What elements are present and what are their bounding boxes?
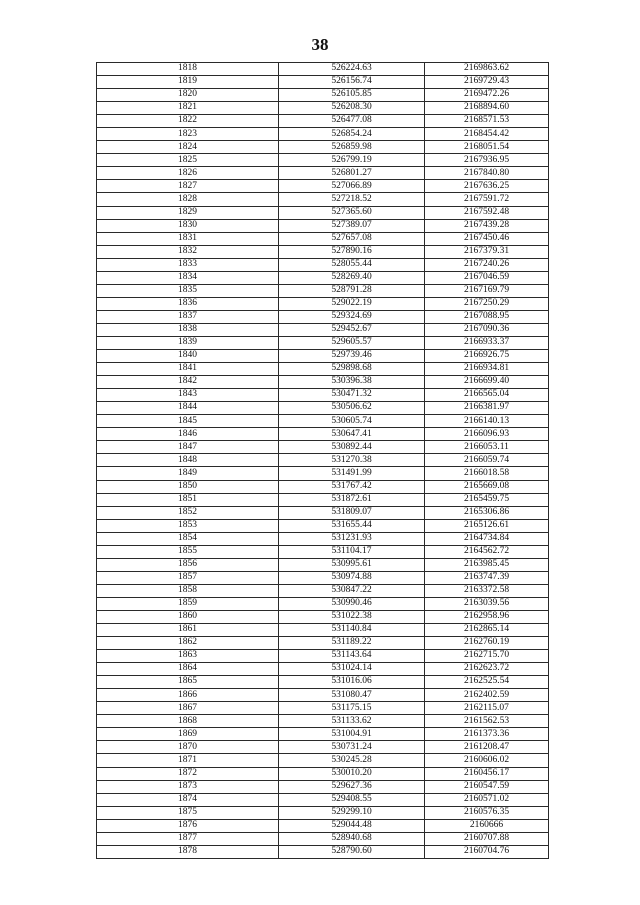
x-coordinate-cell: 529627.36 bbox=[279, 780, 425, 793]
point-number-cell: 1863 bbox=[97, 650, 279, 663]
x-coordinate-cell: 531133.62 bbox=[279, 715, 425, 728]
x-coordinate-cell: 529452.67 bbox=[279, 323, 425, 336]
point-number-cell: 1849 bbox=[97, 467, 279, 480]
x-coordinate-cell: 526801.27 bbox=[279, 167, 425, 180]
x-coordinate-cell: 531491.99 bbox=[279, 467, 425, 480]
point-number-cell: 1825 bbox=[97, 154, 279, 167]
table-row bbox=[97, 767, 549, 780]
table-row bbox=[97, 154, 549, 167]
y-coordinate-cell: 2167592.48 bbox=[425, 206, 549, 219]
table-row bbox=[97, 389, 549, 402]
table-row bbox=[97, 102, 549, 115]
point-number-cell: 1868 bbox=[97, 715, 279, 728]
table-row bbox=[97, 415, 549, 428]
x-coordinate-cell: 531004.91 bbox=[279, 728, 425, 741]
x-coordinate-cell: 530396.38 bbox=[279, 376, 425, 389]
table-row bbox=[97, 167, 549, 180]
x-coordinate-cell: 531016.06 bbox=[279, 676, 425, 689]
table-row bbox=[97, 571, 549, 584]
y-coordinate-cell: 2162958.96 bbox=[425, 610, 549, 623]
y-coordinate-cell: 2166565.04 bbox=[425, 389, 549, 402]
x-coordinate-cell: 528790.60 bbox=[279, 845, 425, 858]
table-row bbox=[97, 610, 549, 623]
y-coordinate-cell: 2163985.45 bbox=[425, 558, 549, 571]
x-coordinate-cell: 526156.74 bbox=[279, 76, 425, 89]
point-number-cell: 1872 bbox=[97, 767, 279, 780]
y-coordinate-cell: 2166059.74 bbox=[425, 454, 549, 467]
y-coordinate-cell: 2167840.80 bbox=[425, 167, 549, 180]
y-coordinate-cell: 2162760.19 bbox=[425, 637, 549, 650]
x-coordinate-cell: 527389.07 bbox=[279, 219, 425, 232]
x-coordinate-cell: 530731.24 bbox=[279, 741, 425, 754]
point-number-cell: 1850 bbox=[97, 480, 279, 493]
y-coordinate-cell: 2166140.13 bbox=[425, 415, 549, 428]
table-row bbox=[97, 310, 549, 323]
x-coordinate-cell: 531231.93 bbox=[279, 532, 425, 545]
table-row bbox=[97, 584, 549, 597]
y-coordinate-cell: 2167439.28 bbox=[425, 219, 549, 232]
table-row bbox=[97, 493, 549, 506]
y-coordinate-cell: 2168051.54 bbox=[425, 141, 549, 154]
table-row bbox=[97, 637, 549, 650]
table-row bbox=[97, 336, 549, 349]
y-coordinate-cell: 2167169.79 bbox=[425, 284, 549, 297]
x-coordinate-cell: 531767.42 bbox=[279, 480, 425, 493]
x-coordinate-cell: 530892.44 bbox=[279, 441, 425, 454]
table-row bbox=[97, 845, 549, 858]
point-number-cell: 1820 bbox=[97, 89, 279, 102]
y-coordinate-cell: 2168571.53 bbox=[425, 115, 549, 128]
table-row bbox=[97, 297, 549, 310]
y-coordinate-cell: 2160576.35 bbox=[425, 806, 549, 819]
x-coordinate-cell: 526859.98 bbox=[279, 141, 425, 154]
y-coordinate-cell: 2166934.81 bbox=[425, 363, 549, 376]
table-row bbox=[97, 441, 549, 454]
table-row bbox=[97, 467, 549, 480]
y-coordinate-cell: 2161562.53 bbox=[425, 715, 549, 728]
y-coordinate-cell: 2167090.36 bbox=[425, 323, 549, 336]
table-row bbox=[97, 780, 549, 793]
x-coordinate-cell: 527890.16 bbox=[279, 245, 425, 258]
y-coordinate-cell: 2167088.95 bbox=[425, 310, 549, 323]
x-coordinate-cell: 531140.84 bbox=[279, 624, 425, 637]
x-coordinate-cell: 527657.08 bbox=[279, 232, 425, 245]
point-number-cell: 1877 bbox=[97, 832, 279, 845]
y-coordinate-cell: 2160666 bbox=[425, 819, 549, 832]
x-coordinate-cell: 526799.19 bbox=[279, 154, 425, 167]
table-row bbox=[97, 63, 549, 76]
table-row bbox=[97, 806, 549, 819]
table-row bbox=[97, 245, 549, 258]
y-coordinate-cell: 2166933.37 bbox=[425, 336, 549, 349]
point-number-cell: 1852 bbox=[97, 506, 279, 519]
point-number-cell: 1837 bbox=[97, 310, 279, 323]
y-coordinate-cell: 2163039.56 bbox=[425, 597, 549, 610]
point-number-cell: 1853 bbox=[97, 519, 279, 532]
point-number-cell: 1855 bbox=[97, 545, 279, 558]
point-number-cell: 1851 bbox=[97, 493, 279, 506]
y-coordinate-cell: 2167450.46 bbox=[425, 232, 549, 245]
table-row bbox=[97, 206, 549, 219]
x-coordinate-cell: 531872.61 bbox=[279, 493, 425, 506]
table-row bbox=[97, 545, 549, 558]
x-coordinate-cell: 531175.15 bbox=[279, 702, 425, 715]
point-number-cell: 1833 bbox=[97, 258, 279, 271]
x-coordinate-cell: 530974.88 bbox=[279, 571, 425, 584]
table-row bbox=[97, 128, 549, 141]
y-coordinate-cell: 2160456.17 bbox=[425, 767, 549, 780]
y-coordinate-cell: 2169863.62 bbox=[425, 63, 549, 76]
point-number-cell: 1824 bbox=[97, 141, 279, 154]
x-coordinate-cell: 528940.68 bbox=[279, 832, 425, 845]
table-row bbox=[97, 480, 549, 493]
y-coordinate-cell: 2161208.47 bbox=[425, 741, 549, 754]
y-coordinate-cell: 2162115.07 bbox=[425, 702, 549, 715]
x-coordinate-cell: 526105.85 bbox=[279, 89, 425, 102]
x-coordinate-cell: 526854.24 bbox=[279, 128, 425, 141]
y-coordinate-cell: 2166699.40 bbox=[425, 376, 549, 389]
point-number-cell: 1874 bbox=[97, 793, 279, 806]
y-coordinate-cell: 2166018.58 bbox=[425, 467, 549, 480]
x-coordinate-cell: 530471.32 bbox=[279, 389, 425, 402]
table-row bbox=[97, 754, 549, 767]
point-number-cell: 1829 bbox=[97, 206, 279, 219]
y-coordinate-cell: 2166053.11 bbox=[425, 441, 549, 454]
table-row bbox=[97, 271, 549, 284]
x-coordinate-cell: 530010.20 bbox=[279, 767, 425, 780]
point-number-cell: 1826 bbox=[97, 167, 279, 180]
x-coordinate-cell: 527066.89 bbox=[279, 180, 425, 193]
x-coordinate-cell: 531080.47 bbox=[279, 689, 425, 702]
table-row bbox=[97, 728, 549, 741]
table-row bbox=[97, 650, 549, 663]
point-number-cell: 1864 bbox=[97, 663, 279, 676]
page-number: 38 bbox=[311, 35, 329, 54]
y-coordinate-cell: 2167379.31 bbox=[425, 245, 549, 258]
x-coordinate-cell: 526224.63 bbox=[279, 63, 425, 76]
table-row bbox=[97, 180, 549, 193]
y-coordinate-cell: 2164562.72 bbox=[425, 545, 549, 558]
table-row bbox=[97, 323, 549, 336]
y-coordinate-cell: 2162402.59 bbox=[425, 689, 549, 702]
table-row bbox=[97, 193, 549, 206]
point-number-cell: 1827 bbox=[97, 180, 279, 193]
point-number-cell: 1832 bbox=[97, 245, 279, 258]
y-coordinate-cell: 2162865.14 bbox=[425, 624, 549, 637]
y-coordinate-cell: 2162715.70 bbox=[425, 650, 549, 663]
table-row bbox=[97, 258, 549, 271]
x-coordinate-cell: 529739.46 bbox=[279, 350, 425, 363]
table-row bbox=[97, 506, 549, 519]
table-row bbox=[97, 115, 549, 128]
table-row bbox=[97, 219, 549, 232]
y-coordinate-cell: 2166096.93 bbox=[425, 428, 549, 441]
point-number-cell: 1836 bbox=[97, 297, 279, 310]
table-row bbox=[97, 702, 549, 715]
point-number-cell: 1835 bbox=[97, 284, 279, 297]
x-coordinate-cell: 529408.55 bbox=[279, 793, 425, 806]
table-row bbox=[97, 454, 549, 467]
table-row bbox=[97, 676, 549, 689]
table-row bbox=[97, 428, 549, 441]
y-coordinate-cell: 2166381.97 bbox=[425, 402, 549, 415]
point-number-cell: 1856 bbox=[97, 558, 279, 571]
y-coordinate-cell: 2166926.75 bbox=[425, 350, 549, 363]
x-coordinate-cell: 531024.14 bbox=[279, 663, 425, 676]
table-row bbox=[97, 624, 549, 637]
y-coordinate-cell: 2169729.43 bbox=[425, 76, 549, 89]
point-number-cell: 1869 bbox=[97, 728, 279, 741]
table-row bbox=[97, 597, 549, 610]
point-number-cell: 1875 bbox=[97, 806, 279, 819]
y-coordinate-cell: 2164734.84 bbox=[425, 532, 549, 545]
x-coordinate-cell: 530990.46 bbox=[279, 597, 425, 610]
point-number-cell: 1839 bbox=[97, 336, 279, 349]
point-number-cell: 1831 bbox=[97, 232, 279, 245]
y-coordinate-cell: 2167046.59 bbox=[425, 271, 549, 284]
table-row bbox=[97, 350, 549, 363]
y-coordinate-cell: 2168894.60 bbox=[425, 102, 549, 115]
point-number-cell: 1838 bbox=[97, 323, 279, 336]
table-row bbox=[97, 663, 549, 676]
table-row bbox=[97, 558, 549, 571]
table-row bbox=[97, 232, 549, 245]
point-number-cell: 1846 bbox=[97, 428, 279, 441]
x-coordinate-cell: 530647.41 bbox=[279, 428, 425, 441]
x-coordinate-cell: 530506.62 bbox=[279, 402, 425, 415]
y-coordinate-cell: 2160707.88 bbox=[425, 832, 549, 845]
point-number-cell: 1819 bbox=[97, 76, 279, 89]
table-row bbox=[97, 832, 549, 845]
y-coordinate-cell: 2160547.59 bbox=[425, 780, 549, 793]
x-coordinate-cell: 531104.17 bbox=[279, 545, 425, 558]
x-coordinate-cell: 530245.28 bbox=[279, 754, 425, 767]
table-row bbox=[97, 376, 549, 389]
x-coordinate-cell: 531143.64 bbox=[279, 650, 425, 663]
point-number-cell: 1847 bbox=[97, 441, 279, 454]
table-row bbox=[97, 76, 549, 89]
point-number-cell: 1857 bbox=[97, 571, 279, 584]
x-coordinate-cell: 529324.69 bbox=[279, 310, 425, 323]
x-coordinate-cell: 526208.30 bbox=[279, 102, 425, 115]
point-number-cell: 1870 bbox=[97, 741, 279, 754]
point-number-cell: 1818 bbox=[97, 63, 279, 76]
y-coordinate-cell: 2165126.61 bbox=[425, 519, 549, 532]
y-coordinate-cell: 2160704.76 bbox=[425, 845, 549, 858]
y-coordinate-cell: 2167250.29 bbox=[425, 297, 549, 310]
table-row bbox=[97, 402, 549, 415]
point-number-cell: 1823 bbox=[97, 128, 279, 141]
x-coordinate-cell: 527365.60 bbox=[279, 206, 425, 219]
x-coordinate-cell: 526477.08 bbox=[279, 115, 425, 128]
x-coordinate-cell: 528055.44 bbox=[279, 258, 425, 271]
point-number-cell: 1821 bbox=[97, 102, 279, 115]
table-row bbox=[97, 519, 549, 532]
y-coordinate-cell: 2167936.95 bbox=[425, 154, 549, 167]
y-coordinate-cell: 2167591.72 bbox=[425, 193, 549, 206]
x-coordinate-cell: 531809.07 bbox=[279, 506, 425, 519]
point-number-cell: 1867 bbox=[97, 702, 279, 715]
point-number-cell: 1845 bbox=[97, 415, 279, 428]
y-coordinate-cell: 2162623.72 bbox=[425, 663, 549, 676]
y-coordinate-cell: 2165669.08 bbox=[425, 480, 549, 493]
x-coordinate-cell: 527218.52 bbox=[279, 193, 425, 206]
x-coordinate-cell: 530995.61 bbox=[279, 558, 425, 571]
point-number-cell: 1858 bbox=[97, 584, 279, 597]
point-number-cell: 1842 bbox=[97, 376, 279, 389]
point-number-cell: 1860 bbox=[97, 610, 279, 623]
x-coordinate-cell: 528269.40 bbox=[279, 271, 425, 284]
y-coordinate-cell: 2165459.75 bbox=[425, 493, 549, 506]
x-coordinate-cell: 529605.57 bbox=[279, 336, 425, 349]
x-coordinate-cell: 529299.10 bbox=[279, 806, 425, 819]
point-number-cell: 1859 bbox=[97, 597, 279, 610]
point-number-cell: 1830 bbox=[97, 219, 279, 232]
point-number-cell: 1878 bbox=[97, 845, 279, 858]
point-number-cell: 1861 bbox=[97, 624, 279, 637]
point-number-cell: 1862 bbox=[97, 637, 279, 650]
point-number-cell: 1873 bbox=[97, 780, 279, 793]
x-coordinate-cell: 529044.48 bbox=[279, 819, 425, 832]
y-coordinate-cell: 2163747.39 bbox=[425, 571, 549, 584]
point-number-cell: 1865 bbox=[97, 676, 279, 689]
x-coordinate-cell: 530847.22 bbox=[279, 584, 425, 597]
point-number-cell: 1876 bbox=[97, 819, 279, 832]
y-coordinate-cell: 2168454.42 bbox=[425, 128, 549, 141]
y-coordinate-cell: 2167240.26 bbox=[425, 258, 549, 271]
point-number-cell: 1844 bbox=[97, 402, 279, 415]
point-number-cell: 1841 bbox=[97, 363, 279, 376]
x-coordinate-cell: 531189.22 bbox=[279, 637, 425, 650]
x-coordinate-cell: 529898.68 bbox=[279, 363, 425, 376]
x-coordinate-cell: 531270.38 bbox=[279, 454, 425, 467]
table-row bbox=[97, 741, 549, 754]
point-number-cell: 1871 bbox=[97, 754, 279, 767]
point-number-cell: 1840 bbox=[97, 350, 279, 363]
table-row bbox=[97, 363, 549, 376]
point-number-cell: 1866 bbox=[97, 689, 279, 702]
point-number-cell: 1848 bbox=[97, 454, 279, 467]
table-row bbox=[97, 89, 549, 102]
y-coordinate-cell: 2167636.25 bbox=[425, 180, 549, 193]
x-coordinate-cell: 531022.38 bbox=[279, 610, 425, 623]
y-coordinate-cell: 2169472.26 bbox=[425, 89, 549, 102]
table-row bbox=[97, 715, 549, 728]
x-coordinate-cell: 531655.44 bbox=[279, 519, 425, 532]
x-coordinate-cell: 528791.28 bbox=[279, 284, 425, 297]
y-coordinate-cell: 2165306.86 bbox=[425, 506, 549, 519]
table-row bbox=[97, 793, 549, 806]
point-number-cell: 1854 bbox=[97, 532, 279, 545]
y-coordinate-cell: 2161373.36 bbox=[425, 728, 549, 741]
table-row bbox=[97, 284, 549, 297]
table-row bbox=[97, 141, 549, 154]
point-number-cell: 1822 bbox=[97, 115, 279, 128]
y-coordinate-cell: 2160606.02 bbox=[425, 754, 549, 767]
table-row bbox=[97, 689, 549, 702]
y-coordinate-cell: 2160571.02 bbox=[425, 793, 549, 806]
point-number-cell: 1843 bbox=[97, 389, 279, 402]
y-coordinate-cell: 2163372.58 bbox=[425, 584, 549, 597]
coordinates-table bbox=[96, 62, 549, 859]
x-coordinate-cell: 529022.19 bbox=[279, 297, 425, 310]
x-coordinate-cell: 530605.74 bbox=[279, 415, 425, 428]
y-coordinate-cell: 2162525.54 bbox=[425, 676, 549, 689]
coordinates-table-body bbox=[97, 63, 549, 859]
point-number-cell: 1834 bbox=[97, 271, 279, 284]
table-row bbox=[97, 819, 549, 832]
point-number-cell: 1828 bbox=[97, 193, 279, 206]
table-row bbox=[97, 532, 549, 545]
